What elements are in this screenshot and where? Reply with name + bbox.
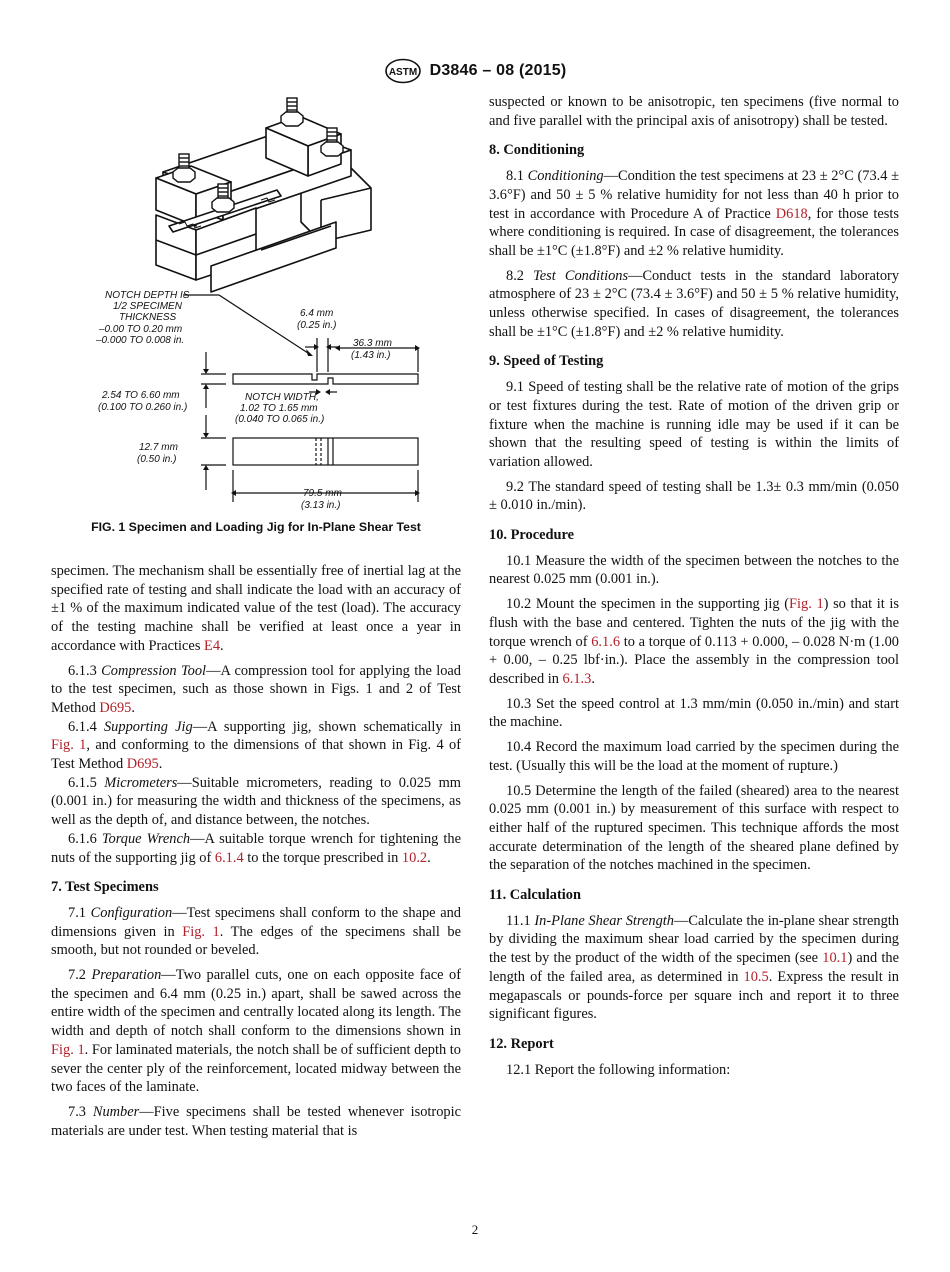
offset-dim-in: (1.43 in.) bbox=[351, 350, 391, 361]
spacing-dim-mm: 6.4 mm bbox=[300, 308, 334, 319]
paragraph-6-1-2-cont: specimen. The mechanism shall be essentially free of inertial lag at the specified rate of testing and shall indicate the load with an accuracy of ±1 % of the maximum indicated value of the test (load). The accuracy of the testing machine shall be verified at least once a year in accordance with Practices E4. bbox=[51, 563, 461, 654]
section-8-1: 8.1 Conditioning—Condition the test specimens at 23 ± 2°C (73.4 ± 3.6°F) and 50 ± 5 % relative humidity for not less than 40 h prior to test in accordance with Procedure A of Practice D618, for those tests where conditioning is required. In case of disagreement, the tolerances shall be ±1°C (±1.8°F) and ±2 % relative humidity. bbox=[489, 168, 899, 259]
section-6-1-6: 6.1.6 Torque Wrench—A suitable torque wrench for tightening the nuts of the supporting jig of 6.1.4 to the torque prescribed in 10.2. bbox=[51, 830, 461, 866]
section-9-2: 9.2 The standard speed of testing shall be 1.3± 0.3 mm/min (0.050 ± 0.010 in./min). bbox=[489, 478, 899, 514]
section-7-1: 7.1 Configuration—Test specimens shall conform to the shape and dimensions given in Fig. 1. The edges of the specimens shall be smooth, but not rounded or beveled. bbox=[51, 904, 461, 959]
heading-speed-of-testing: 9. Speed of Testing bbox=[489, 353, 604, 370]
section-10-3: 10.3 Set the speed control at 1.3 mm/min (0.050 in./min) and start the machine. bbox=[489, 695, 899, 731]
ref-fig-1-link[interactable]: Fig. 1 bbox=[51, 737, 87, 754]
offset-dim-mm: 36.3 mm bbox=[353, 338, 392, 349]
ref-d695-link[interactable]: D695 bbox=[99, 699, 132, 716]
page-header bbox=[0, 56, 950, 86]
section-6-1-5: 6.1.5 Micrometers—Suitable micrometers, reading to 0.025 mm (0.001 in.) for measuring the width and thickness of the specimens, as well as the depth of, and distance between, the notches. bbox=[51, 774, 461, 829]
section-10-5: 10.5 Determine the length of the failed (sheared) area to the nearest 0.025 mm (0.001 in.) by measurement of this surface with respect to either half of the ruptured specimen. This technique affords the most accurate determination of the length of the sheared plane defined by the separation of the notches machined in the specimen. bbox=[489, 782, 899, 874]
heading-report: 12. Report bbox=[489, 1035, 554, 1052]
notch-width-label-2: 1.02 TO 1.65 mm bbox=[240, 403, 318, 414]
notch-depth-label-2: 1/2 SPECIMEN bbox=[113, 301, 182, 312]
heading-test-specimens: 7. Test Specimens bbox=[51, 879, 159, 896]
section-7-3: 7.3 Number—Five specimens shall be tested whenever isotropic materials are under test. When testing material that is bbox=[51, 1103, 461, 1139]
notch-width-label-3: (0.040 TO 0.065 in.) bbox=[235, 414, 325, 425]
astm-logo-icon bbox=[384, 58, 422, 84]
astm-logo-text: ASTM bbox=[388, 67, 417, 78]
heading-conditioning: 8. Conditioning bbox=[489, 142, 585, 159]
document-designation: D3846 – 08 (2015) bbox=[429, 62, 567, 79]
ref-6-1-3-link[interactable]: 6.1.3 bbox=[562, 670, 592, 687]
ref-6-1-4-link[interactable]: 6.1.4 bbox=[214, 849, 244, 866]
notch-width-label-1: NOTCH WIDTH, bbox=[245, 392, 319, 403]
section-10-1: 10.1 Measure the width of the specimen between the notches to the nearest 0.025 mm (0.001 in.). bbox=[489, 552, 899, 588]
section-10-2: 10.2 Mount the specimen in the supporting jig (Fig. 1) so that it is flush with the base and centered. Tighten the nuts of the jig with the torque wrench of 6.1.6 to a torque of 0.113 + 0.000, – 0.028 N·m (1.00 + 0.00, – 0.25 lbf·in.). Place the assembly in the compression tool described in 6.1.3. bbox=[489, 596, 899, 687]
ref-fig-1-link[interactable]: Fig. 1 bbox=[789, 596, 824, 613]
notch-depth-label-3: THICKNESS bbox=[119, 312, 177, 323]
figure-1 bbox=[51, 90, 461, 545]
paragraph-7-3-cont: suspected or known to be anisotropic, ten specimens (five normal to and five parallel with the principal axis of anisotropy) shall be tested. bbox=[489, 94, 899, 129]
section-9-1: 9.1 Speed of testing shall be the relative rate of motion of the grips or test fixtures during the test. Rate of motion of the driven grip or fixture when the machine is running idle may be used if it can be shown that the resulting speed of testing is within the limits of variation allowed. bbox=[489, 379, 899, 470]
ref-e4-link[interactable]: E4 bbox=[204, 637, 221, 654]
notch-depth-label-5: –0.000 TO 0.008 in. bbox=[96, 335, 185, 346]
width-dim-mm: 12.7 mm bbox=[139, 442, 178, 453]
section-6-1-3: 6.1.3 Compression Tool—A compression tool for applying the load to the test specimen, such as those shown in Figs. 1 and 2 of Test Method D695. bbox=[51, 662, 461, 716]
length-dim-in: (3.13 in.) bbox=[301, 500, 341, 511]
ref-fig-1-link[interactable]: Fig. 1 bbox=[182, 923, 220, 940]
ref-fig-1-link[interactable]: Fig. 1 bbox=[51, 1041, 85, 1058]
section-8-2: 8.2 Test Conditions—Conduct tests in the standard laboratory atmosphere of 23 ± 2°C (73.4 ± 3.6°F) and 50 ± 5 % relative humidity, unless otherwise specified. In cases of disagreement, the tolerances shall be ±1°C (±1.8°F) and ±2 % relative humidity. bbox=[489, 267, 900, 340]
page-number: 2 bbox=[471, 1222, 479, 1237]
ref-10-2-link[interactable]: 10.2 bbox=[401, 849, 428, 866]
left-column bbox=[51, 562, 461, 1146]
loading-jig-illustration bbox=[51, 90, 461, 520]
section-10-4: 10.4 Record the maximum load carried by the specimen during the test. (Usually this will be the load at the moment of rupture.) bbox=[489, 739, 899, 774]
figure-caption: FIG. 1 Specimen and Loading Jig for In-Plane Shear Test bbox=[91, 520, 421, 534]
right-column bbox=[489, 93, 899, 1085]
spacing-dim-in: (0.25 in.) bbox=[297, 320, 337, 331]
ref-10-5-link[interactable]: 10.5 bbox=[743, 968, 769, 985]
length-dim-mm: 79.5 mm bbox=[303, 488, 342, 499]
width-dim-in: (0.50 in.) bbox=[137, 454, 177, 465]
heading-procedure: 10. Procedure bbox=[489, 527, 574, 544]
thickness-dim-mm: 2.54 TO 6.60 mm bbox=[102, 390, 180, 401]
heading-calculation: 11. Calculation bbox=[489, 887, 581, 904]
ref-d618-link[interactable]: D618 bbox=[775, 205, 808, 222]
section-11-1: 11.1 In-Plane Shear Strength—Calculate the in-plane shear strength by dividing the maximum shear load carried by the specimen during the test by the product of the width of the specimen (see 10.1) and the length of the failed area, as determined in 10.5. Express the result in megapascals or pounds-force per square inch and report it to three significant figures. bbox=[489, 912, 900, 1023]
section-7-2: 7.2 Preparation—Two parallel cuts, one on each opposite face of the specimen and 6.4 mm (0.25 in.) apart, shall be sawed across the entire width of the specimen and centrally located along its length. The width and depth of notch shall conform to the dimensions shown in Fig. 1. For laminated materials, the notch shall be of sufficient depth to sever the center ply of the reinforcement, located midway between the two faces of the laminate. bbox=[51, 967, 461, 1096]
section-6-1-4: 6.1.4 Supporting Jig—A supporting jig, shown schematically in Fig. 1, and conforming to the dimensions of that shown in Fig. 4 of Test Method D695. bbox=[51, 718, 461, 773]
ref-6-1-6-link[interactable]: 6.1.6 bbox=[591, 633, 621, 650]
thickness-dim-in: (0.100 TO 0.260 in.) bbox=[98, 402, 188, 413]
ref-d695-link[interactable]: D695 bbox=[126, 756, 159, 773]
notch-depth-label-4: –0.00 TO 0.20 mm bbox=[99, 324, 183, 335]
section-12-1: 12.1 Report the following information: bbox=[506, 1061, 731, 1078]
notch-depth-label-1: NOTCH DEPTH IS bbox=[105, 290, 190, 301]
ref-10-1-link[interactable]: 10.1 bbox=[822, 950, 848, 967]
